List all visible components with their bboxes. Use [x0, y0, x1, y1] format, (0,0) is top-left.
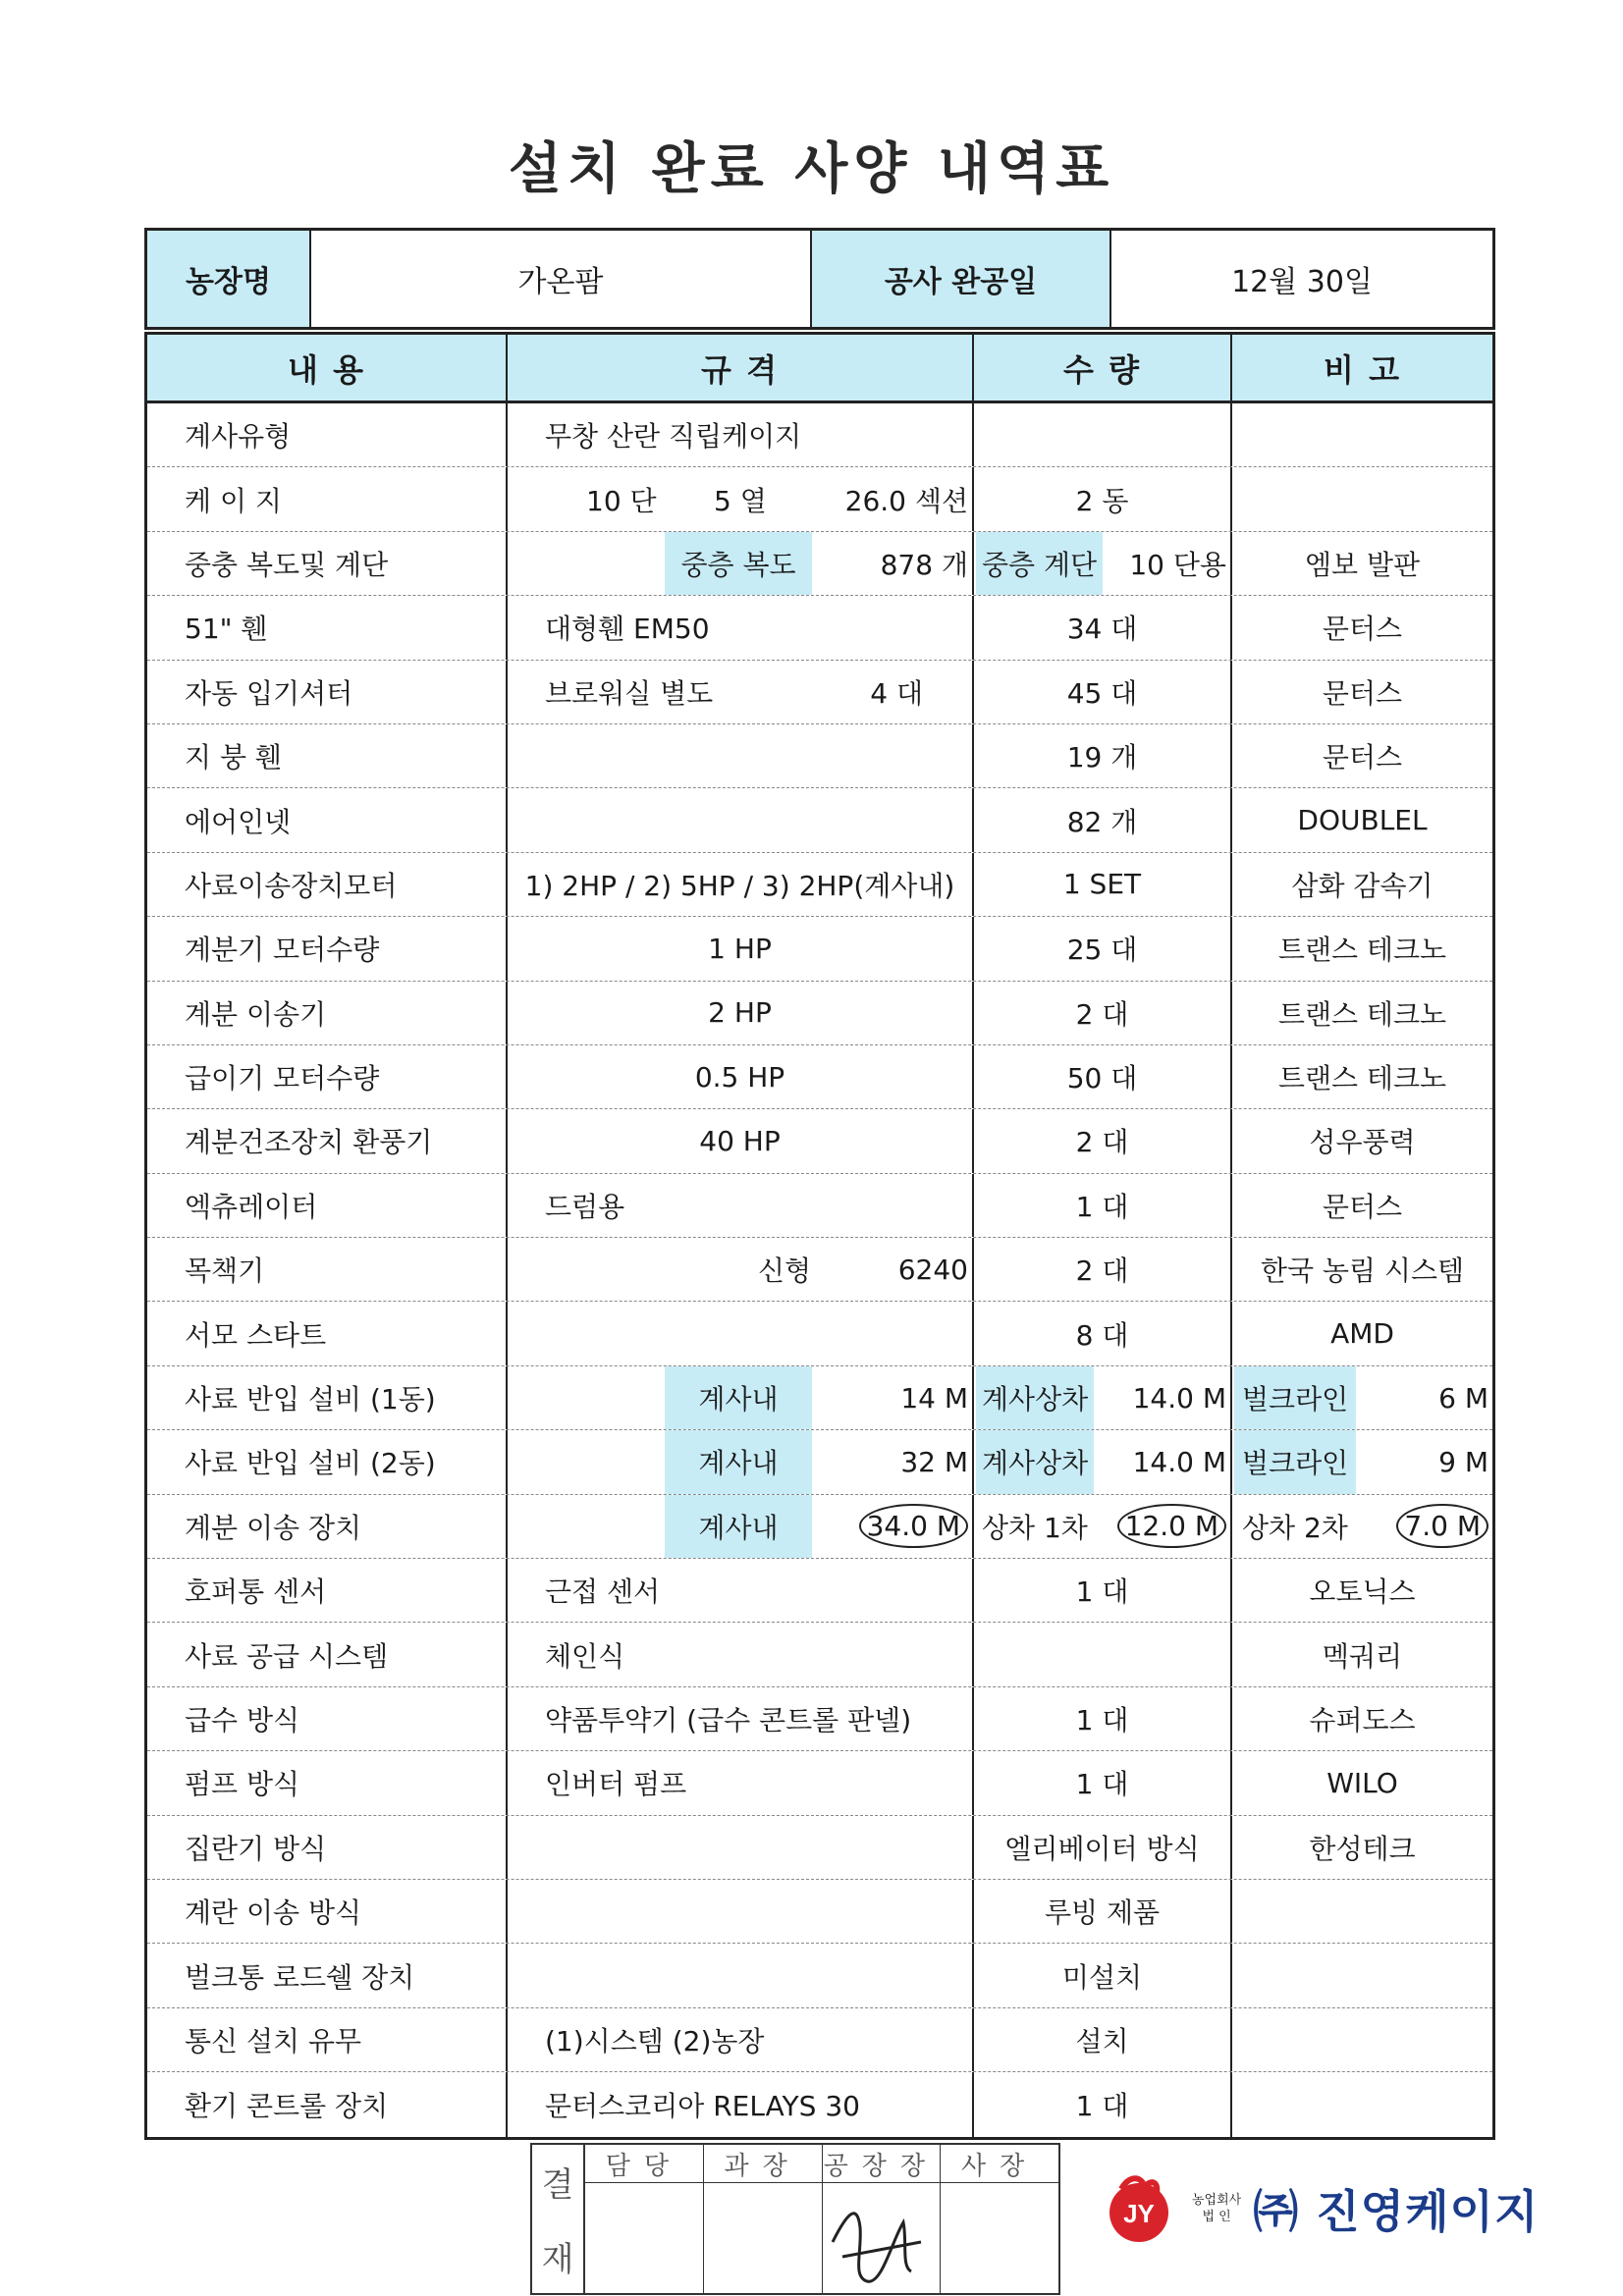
qty-cell [974, 1430, 1232, 1493]
spec-cell: 0.5 HP [508, 1045, 974, 1108]
table-row [147, 1495, 1492, 1559]
cell-part [976, 1366, 1094, 1429]
content-cell: 목책기 [147, 1238, 508, 1301]
qty-cell [974, 403, 1232, 466]
qty-cell: 1 대 [974, 1559, 1232, 1622]
cell-text: 9 M [1438, 1445, 1488, 1478]
table-row [147, 596, 1492, 660]
spec-cell: 드럼용 [508, 1174, 974, 1237]
content-cell: 호퍼통 센서 [147, 1559, 508, 1622]
table-row [147, 532, 1492, 596]
note-cell: 슈퍼도스 [1309, 1704, 1416, 1736]
table-row [147, 2008, 1492, 2072]
cell-text: 벌크라인 [1242, 1383, 1349, 1416]
approval-col-header: 공장장 [823, 2145, 941, 2183]
note-cell [1232, 1495, 1492, 1558]
content-cell: 계분 이송기 [147, 982, 508, 1044]
content-cell: 서모 스타트 [147, 1302, 508, 1364]
cell-text: 12.0 M [1117, 1504, 1226, 1548]
cell-part [1129, 532, 1226, 595]
note-cell [1232, 2072, 1492, 2136]
company-logo [1100, 2169, 1539, 2248]
qty-cell: 루빙 제품 [974, 1880, 1232, 1943]
spec-cell [508, 1880, 974, 1943]
cell-text: 10 단용 [1129, 548, 1226, 581]
spec-table [144, 332, 1495, 2140]
qty-cell: 8 대 [974, 1302, 1232, 1364]
approval-side-top: 결 [541, 2165, 574, 2206]
note-cell [1232, 1880, 1492, 1943]
note-cell: 엠보 발판 [1304, 548, 1421, 581]
approval-col-manager [585, 2145, 704, 2293]
content-cell: 엑츄레이터 [147, 1174, 508, 1237]
content-cell: 지 붕 휀 [147, 724, 508, 787]
rooster-logo-icon [1100, 2169, 1178, 2248]
cell-text: 34.0 M [859, 1504, 968, 1548]
cell-part [714, 467, 767, 530]
table-row [147, 1174, 1492, 1238]
approval-col-header: 과장 [704, 2145, 822, 2183]
spec-cell [508, 467, 974, 530]
note-cell: WILO [1326, 1766, 1398, 1799]
approval-stamp-area [941, 2183, 1058, 2293]
svg-text:JY: JY [1123, 2199, 1155, 2228]
cell-text: 14.0 M [1132, 1445, 1226, 1478]
table-row [147, 1430, 1492, 1494]
cell-part [1438, 1366, 1488, 1429]
spec-cell: 문터스코리아 RELAYS 30 [508, 2072, 974, 2136]
cell-text: 상차 2차 [1242, 1511, 1348, 1544]
table-row [147, 982, 1492, 1045]
qty-cell: 2 대 [974, 1238, 1232, 1301]
spec-cell [508, 1302, 974, 1364]
spec-cell [508, 1944, 974, 2006]
qty-cell [974, 1366, 1232, 1429]
cell-text: 878 개 [880, 548, 968, 581]
note-cell [1232, 1430, 1492, 1493]
table-row [147, 1944, 1492, 2007]
table-row [147, 788, 1492, 852]
cell-text: 14 M [900, 1381, 968, 1415]
cell-text: 계사내 [698, 1383, 779, 1416]
qty-cell: 19 개 [974, 724, 1232, 787]
cell-part [1234, 1430, 1356, 1493]
table-row [147, 1045, 1492, 1109]
cell-text: 10 단 [586, 484, 657, 517]
farm-label: 농장명 [147, 231, 311, 327]
table-row [147, 724, 1492, 788]
qty-cell: 1 대 [974, 2072, 1232, 2136]
qty-cell: 설치 [974, 2008, 1232, 2071]
cell-part [1234, 1366, 1356, 1429]
content-cell: 통신 설치 유무 [147, 2008, 508, 2071]
farm-value: 가온팜 [311, 231, 812, 327]
spec-cell: (1)시스템 (2)농장 [508, 2008, 974, 2071]
spec-cell: 무창 산란 직립케이지 [508, 403, 974, 466]
table-row [147, 853, 1492, 917]
cell-text: 중층 계단 [982, 548, 1098, 581]
note-cell: 문터스 [1322, 613, 1403, 646]
cell-text: 32 M [900, 1445, 968, 1478]
spec-cell: 대형휀 EM50 [508, 596, 974, 659]
content-cell: 사료이송장치모터 [147, 853, 508, 916]
cell-part [758, 1238, 811, 1301]
note-cell: 성우풍력 [1309, 1126, 1416, 1159]
cell-text: 14.0 M [1132, 1381, 1226, 1415]
cell-text: 벌크라인 [1242, 1447, 1349, 1480]
spec-cell: 2 HP [508, 982, 974, 1044]
content-cell: 케 이 지 [147, 467, 508, 530]
content-cell: 벌크통 로드쉘 장치 [147, 1944, 508, 2006]
company-name: ㈜ 진영케이지 [1253, 2185, 1540, 2238]
approval-col-section-chief [704, 2145, 823, 2293]
cell-part [898, 1238, 968, 1301]
content-cell: 급수 방식 [147, 1687, 508, 1750]
cell-part [976, 1430, 1094, 1493]
content-cell: 사료 반입 설비 (2동) [147, 1430, 508, 1493]
spec-cell [508, 1495, 974, 1558]
qty-cell [974, 1623, 1232, 1685]
cell-part [665, 1366, 812, 1429]
qty-cell: 1 SET [974, 853, 1232, 916]
cell-part [1396, 1495, 1488, 1558]
approval-stamp-area [585, 2183, 703, 2293]
qty-cell: 1 대 [974, 1751, 1232, 1814]
approval-stamp-area [704, 2183, 822, 2293]
cell-part [859, 1495, 968, 1558]
approval-stamp-area [823, 2183, 941, 2293]
table-row [147, 2072, 1492, 2136]
content-cell: 계란 이송 방식 [147, 1880, 508, 1943]
note-cell [1232, 403, 1492, 466]
table-row [147, 917, 1492, 981]
spec-cell: 40 HP [508, 1109, 974, 1172]
cell-part [1117, 1495, 1226, 1558]
spec-cell [508, 1366, 974, 1429]
qty-cell: 82 개 [974, 788, 1232, 851]
cell-part [665, 1495, 812, 1558]
approval-side-label [532, 2145, 585, 2293]
table-row [147, 1816, 1492, 1880]
cell-part [900, 1430, 968, 1493]
qty-cell: 2 동 [974, 467, 1232, 530]
content-cell: 사료 반입 설비 (1동) [147, 1366, 508, 1429]
date-label: 공사 완공일 [812, 231, 1111, 327]
table-row [147, 1302, 1492, 1365]
content-cell: 51" 휀 [147, 596, 508, 659]
col-note-header: 비 고 [1324, 350, 1401, 389]
approval-col-header: 사장 [941, 2145, 1058, 2183]
table-row [147, 467, 1492, 531]
spec-cell: 인버터 펌프 [508, 1751, 974, 1814]
note-cell: 한국 농림 시스템 [1260, 1255, 1465, 1288]
cell-part [1438, 1430, 1488, 1493]
cell-part [1133, 1366, 1226, 1429]
col-qty-header: 수 량 [974, 335, 1232, 400]
content-cell: 자동 입기셔터 [147, 661, 508, 723]
note-cell: 문터스 [1322, 741, 1403, 774]
table-row [147, 1109, 1492, 1173]
note-cell: 멕궈리 [1322, 1639, 1403, 1673]
cell-part [845, 467, 968, 530]
cell-text: 신형 [758, 1255, 812, 1288]
approval-side-bottom: 재 [541, 2239, 574, 2279]
content-cell: 사료 공급 시스템 [147, 1623, 508, 1685]
spec-cell [508, 532, 974, 595]
cell-part [881, 532, 968, 595]
cell-part [665, 532, 812, 595]
table-row [147, 1238, 1492, 1302]
spec-cell: 체인식 [508, 1623, 974, 1685]
spec-cell [508, 1238, 974, 1301]
cell-part [870, 661, 923, 723]
document-title: 설치 완료 사양 내역표 [508, 137, 1115, 201]
table-row [147, 1366, 1492, 1430]
qty-cell [974, 1495, 1232, 1558]
qty-cell: 미설치 [974, 1944, 1232, 2006]
cell-text: 계사상차 [982, 1383, 1089, 1416]
cell-text: 5 열 [714, 484, 767, 517]
cell-text: 계사내 [698, 1511, 779, 1544]
approval-col-header: 담당 [585, 2145, 703, 2183]
content-cell: 계분기 모터수량 [147, 917, 508, 980]
note-cell: 오토닉스 [1309, 1575, 1416, 1609]
cell-text: 브로워실 별도 [545, 676, 714, 710]
content-cell: 계분건조장치 환풍기 [147, 1109, 508, 1172]
note-cell [1232, 1366, 1492, 1429]
cell-text: 상차 1차 [982, 1511, 1088, 1544]
table-row [147, 661, 1492, 724]
qty-cell: 25 대 [974, 917, 1232, 980]
content-cell: 급이기 모터수량 [147, 1045, 508, 1108]
spec-cell [508, 724, 974, 787]
company-type: 농업회사 법 인 [1192, 2193, 1242, 2224]
content-cell: 집란기 방식 [147, 1816, 508, 1879]
qty-cell: 45 대 [974, 661, 1232, 723]
content-cell: 계사유형 [147, 403, 508, 466]
col-content-header: 내 용 [147, 335, 508, 400]
content-cell: 계분 이송 장치 [147, 1495, 508, 1558]
header-table [144, 228, 1495, 330]
qty-cell [974, 532, 1232, 595]
qty-cell: 엘리베이터 방식 [974, 1816, 1232, 1879]
content-cell: 중충 복도및 계단 [147, 532, 508, 595]
note-cell: 한성테크 [1309, 1832, 1416, 1865]
note-cell: 문터스 [1322, 1190, 1403, 1223]
note-cell: DOUBLEL [1297, 804, 1428, 837]
note-cell [1232, 2008, 1492, 2071]
cell-part [976, 532, 1103, 595]
note-cell: 트랜스 테크노 [1277, 1062, 1447, 1095]
cell-part [586, 467, 657, 530]
spec-cell [508, 1816, 974, 1879]
note-cell: 트랜스 테크노 [1277, 934, 1447, 967]
note-cell: 문터스 [1322, 676, 1403, 710]
cell-part [1234, 1495, 1356, 1558]
cell-part [900, 1366, 968, 1429]
spec-cell [508, 661, 974, 723]
table-row [147, 1880, 1492, 1944]
cell-text: 6240 [897, 1253, 968, 1286]
qty-cell: 50 대 [974, 1045, 1232, 1108]
cell-part [665, 1430, 812, 1493]
spec-cell: 1) 2HP / 2) 5HP / 3) 2HP(계사내) [508, 853, 974, 916]
spec-cell: 1 HP [508, 917, 974, 980]
spec-cell: 근접 센서 [508, 1559, 974, 1622]
note-cell: AMD [1330, 1317, 1394, 1351]
cell-part [976, 1495, 1094, 1558]
cell-text: 7.0 M [1396, 1504, 1488, 1548]
cell-text: 6 M [1438, 1381, 1488, 1415]
qty-cell: 2 대 [974, 982, 1232, 1044]
note-cell [1232, 1944, 1492, 2006]
cell-text: 계사상차 [982, 1447, 1089, 1480]
table-row [147, 1623, 1492, 1686]
col-spec-header: 규 격 [508, 335, 974, 400]
note-cell: 트랜스 테크노 [1277, 997, 1447, 1031]
spec-cell [508, 1430, 974, 1493]
table-row [147, 1751, 1492, 1815]
content-cell: 에어인넷 [147, 788, 508, 851]
note-cell: 삼화 감속기 [1291, 869, 1434, 902]
table-row [147, 1687, 1492, 1751]
approval-col-president [941, 2145, 1058, 2293]
approval-col-plant-manager [823, 2145, 942, 2293]
spec-cell: 약품투약기 (급수 콘트롤 판넬) [508, 1687, 974, 1750]
cell-text: 26.0 섹션 [844, 484, 968, 517]
qty-cell: 1 대 [974, 1174, 1232, 1237]
content-cell: 환기 콘트롤 장치 [147, 2072, 508, 2136]
qty-cell: 1 대 [974, 1687, 1232, 1750]
cell-text: 계사내 [698, 1447, 779, 1480]
cell-text: 중층 복도 [680, 548, 796, 581]
note-cell [1232, 467, 1492, 530]
table-row [147, 1559, 1492, 1623]
date-value: 12월 30일 [1231, 265, 1373, 299]
table-header-row [147, 335, 1492, 403]
table-row [147, 403, 1492, 467]
qty-cell: 34 대 [974, 596, 1232, 659]
spec-cell [508, 788, 974, 851]
qty-cell: 2 대 [974, 1109, 1232, 1172]
approval-box [530, 2143, 1060, 2295]
cell-text: 4 대 [870, 676, 923, 710]
cell-part [1133, 1430, 1226, 1493]
signature [813, 2183, 941, 2296]
content-cell: 펌프 방식 [147, 1751, 508, 1814]
